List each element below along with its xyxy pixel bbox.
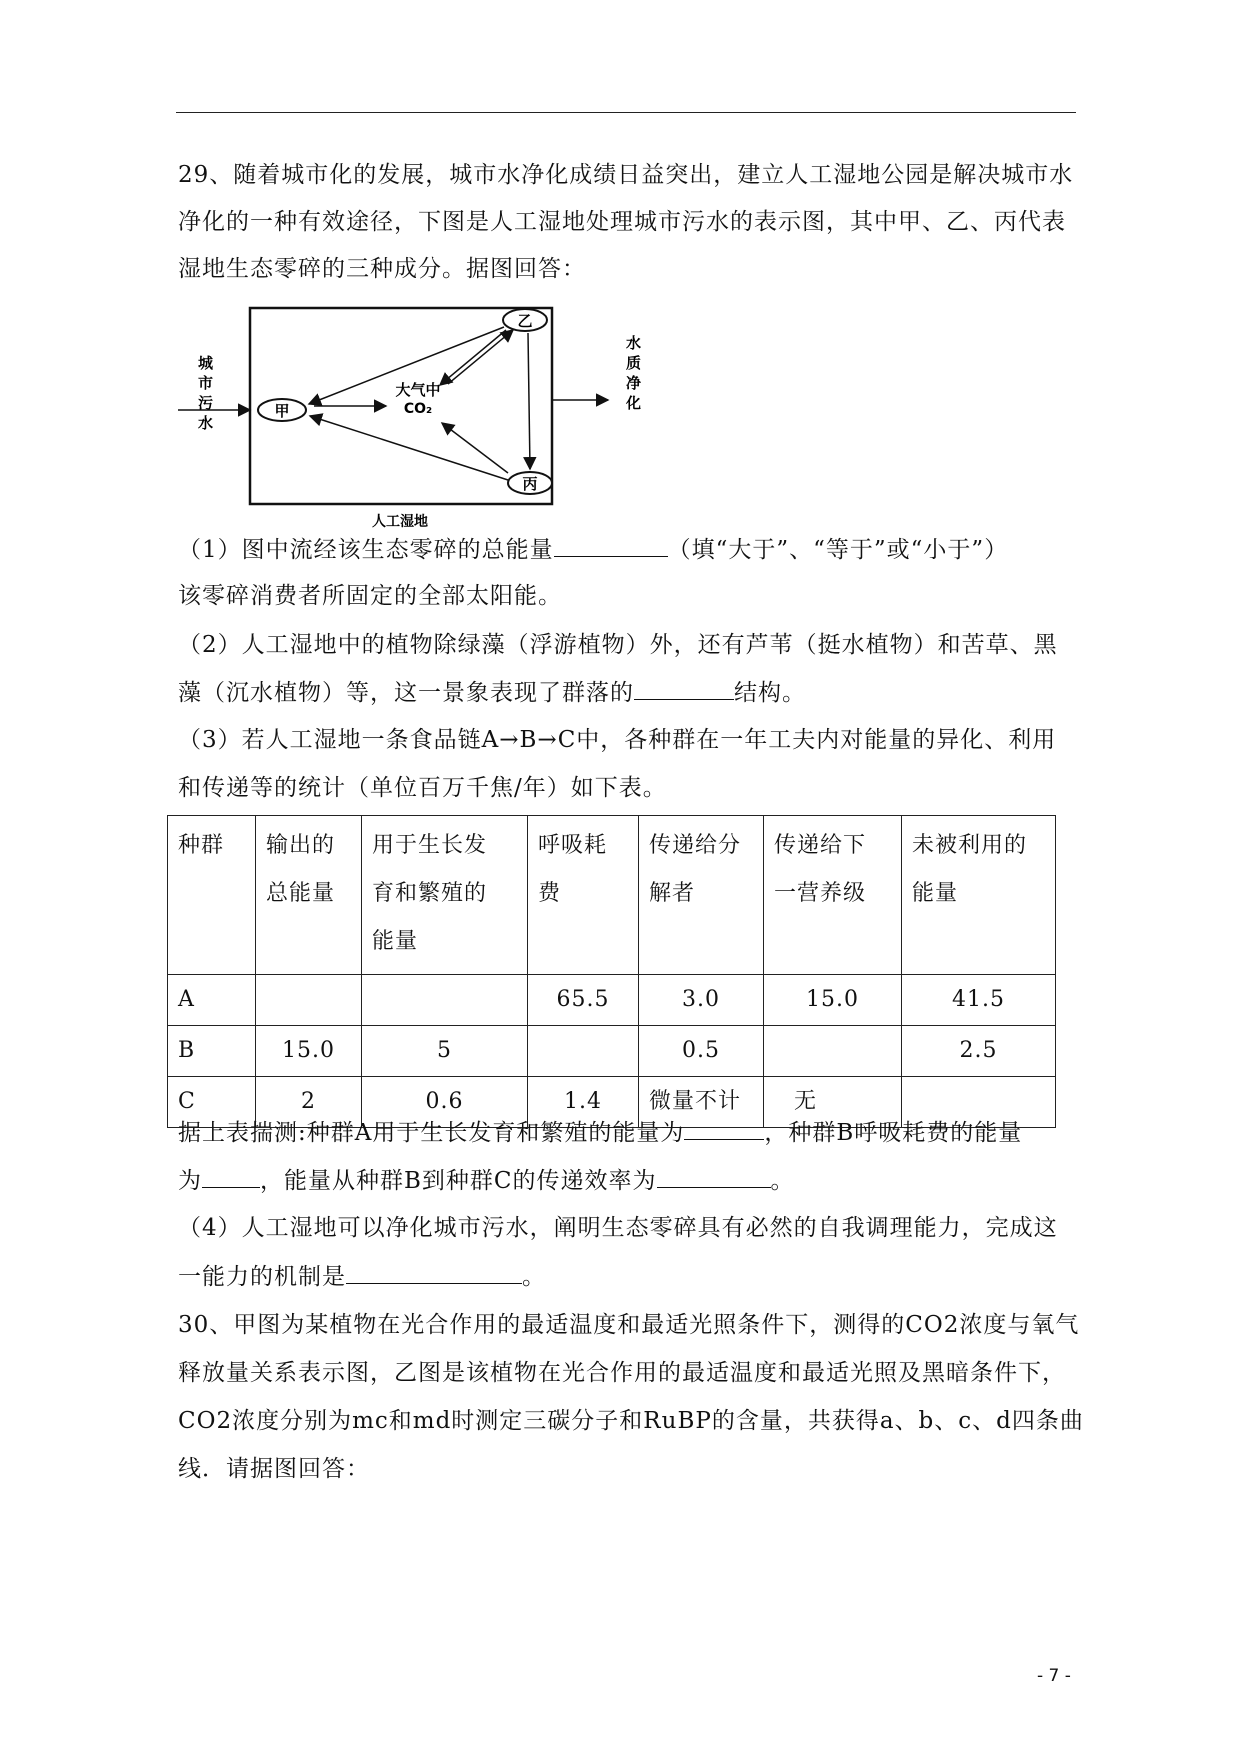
table-header-line: 能量 (372, 929, 419, 954)
part4-text-b: 一能力的机制是 (178, 1264, 346, 1290)
after-text-a: 据上表揣测:种群A用于生长发育和繁殖的能量为 (178, 1120, 685, 1146)
wetland-diagram (168, 300, 648, 530)
output-label-3: 净 (626, 374, 642, 392)
table-cell: 0.5 (639, 1026, 764, 1077)
table-header-cell (639, 816, 764, 975)
answer-blank-2[interactable] (634, 677, 734, 700)
q29-part4-line-2 (178, 1261, 546, 1292)
q29-part3-line-1: （3）若人工湿地一条食品链A→B→C中，各种群在一年工夫内对能量的异化、利用 (178, 727, 1057, 753)
input-label-4: 水 (198, 414, 214, 432)
q29-after-table-line-2 (178, 1165, 795, 1196)
table-header-cell (362, 816, 528, 975)
part1-text-b: （填“大于”、“等于”或“小于”） (667, 537, 1009, 563)
arrow-bing-co2 (442, 423, 508, 473)
answer-blank-5[interactable] (657, 1165, 771, 1188)
table-header-line: 一营养级 (774, 881, 867, 906)
table-header-cell (528, 816, 639, 975)
arrow-bing-jia (310, 416, 508, 480)
table-row (168, 975, 1056, 1026)
output-label-4: 化 (626, 394, 642, 412)
table-header-cell (256, 816, 362, 975)
part2-text-c: 结构。 (734, 680, 806, 706)
page-number: - 7 - (1037, 1666, 1071, 1686)
node-bing-label: 丙 (522, 475, 538, 493)
table-header-line: 总能量 (266, 881, 336, 906)
q30-line-2: 释放量关系表示图，乙图是该植物在光合作用的最适温度和最适光照及黑暗条件下， (178, 1360, 1066, 1386)
input-label-2: 市 (198, 374, 214, 392)
part4-text-c: 。 (522, 1264, 546, 1290)
table-cell: 15.0 (256, 1026, 362, 1077)
table-cell (528, 1026, 639, 1077)
q29-part2-line-2 (178, 677, 806, 708)
table-header-line: 用于生长发 (372, 833, 488, 858)
after-text-b: ，种群B呼吸耗费的能量 (764, 1120, 1023, 1146)
table-header-line: 未被利用的 (912, 833, 1028, 858)
q29-line-3: 湿地生态零碎的三种成分。据图回答： (178, 256, 586, 282)
q29-part3-line-2: 和传递等的统计（单位百万千焦/年）如下表。 (178, 775, 667, 801)
q30-line-1: 30、甲图为某植物在光合作用的最适温度和最适光照条件下，测得的CO2浓度与氧气 (178, 1312, 1080, 1338)
diagram-caption: 人工湿地 (372, 514, 428, 530)
q29-line-2: 净化的一种有效途径，下图是人工湿地处理城市污水的表示图，其中甲、乙、丙代表 (178, 209, 1066, 235)
table-header-cell (764, 816, 902, 975)
table-header-row (168, 816, 1056, 975)
table-row (168, 1026, 1056, 1077)
table-cell: C (168, 1077, 256, 1128)
arrow-yi-co2 (440, 330, 506, 385)
q29-part4-line-1: （4）人工湿地可以净化城市污水，阐明生态零碎具有必然的自我调理能力，完成这 (178, 1215, 1058, 1241)
answer-blank-6[interactable] (346, 1261, 522, 1284)
arrow-yi-bing (528, 333, 530, 469)
table-header-line: 费 (538, 881, 562, 906)
table-header-line: 育和繁殖的 (372, 881, 488, 906)
header-rule (176, 112, 1076, 113)
table-cell: 5 (362, 1026, 528, 1077)
table-cell (362, 975, 528, 1026)
q30-line-3: CO2浓度分别为mc和md时测定三碳分子和RuBP的含量，共获得a、b、c、d四条曲 (178, 1408, 1084, 1434)
q30-line-4: 线．请据图回答： (178, 1456, 370, 1482)
table-header-line: 解者 (649, 881, 696, 906)
table-header-line: 输出的 (266, 833, 336, 858)
table-cell: 3.0 (639, 975, 764, 1026)
q29-part2-line-1: （2）人工湿地中的植物除绿藻（浮游植物）外，还有芦苇（挺水植物）和苦草、黑 (178, 632, 1058, 658)
table-header-line: 传递给下 (774, 833, 867, 858)
answer-blank-3[interactable] (684, 1117, 764, 1140)
after-text-d: ，能量从种群B到种群C的传递效率为 (260, 1168, 657, 1194)
table-cell: 2.5 (902, 1026, 1056, 1077)
output-label-2: 质 (626, 354, 642, 372)
energy-table (167, 815, 1056, 1128)
after-text-e: 。 (770, 1168, 795, 1194)
node-jia-label: 甲 (274, 402, 290, 420)
table-header-line: 呼吸耗 (538, 833, 608, 858)
node-yi-label: 乙 (517, 312, 533, 330)
q29-part1-line-2: 该零碎消费者所固定的全部太阳能。 (178, 583, 562, 609)
table-cell: 2 (256, 1077, 362, 1128)
center-label-1: 大气中 (395, 381, 441, 399)
part1-text-a: （1）图中流经该生态零碎的总能量 (178, 537, 554, 563)
q29-part1-line-1 (178, 534, 1008, 565)
part2-text-b: 藻（沉水植物）等，这一景象表现了群落的 (178, 680, 634, 706)
q29-line-1: 29、随着城市化的发展，城市水净化成绩日益突出，建立人工湿地公园是解决城市水 (178, 162, 1074, 188)
arrow-co2-yi (448, 330, 513, 384)
table-cell: B (168, 1026, 256, 1077)
table-header-line: 种群 (178, 833, 225, 858)
input-label-3: 污 (198, 394, 214, 412)
table-header-line: 能量 (912, 881, 959, 906)
table-cell: 无 (764, 1077, 902, 1128)
table-cell: 15.0 (764, 975, 902, 1026)
table-cell: 0.6 (362, 1077, 528, 1128)
table-cell (256, 975, 362, 1026)
output-label-1: 水 (626, 334, 642, 352)
table-cell: 41.5 (902, 975, 1056, 1026)
table-header-cell (168, 816, 256, 975)
table-cell: 65.5 (528, 975, 639, 1026)
table-header-cell (902, 816, 1056, 975)
table-cell: 微量不计 (639, 1077, 764, 1128)
answer-blank-4[interactable] (202, 1165, 260, 1188)
table-cell (764, 1026, 902, 1077)
q29-after-table-line-1 (178, 1117, 1022, 1148)
after-text-c: 为 (178, 1168, 202, 1194)
table-header-line: 传递给分 (649, 833, 742, 858)
center-label-2: CO₂ (403, 401, 433, 417)
input-label-1: 城 (198, 354, 214, 372)
answer-blank-1[interactable] (554, 534, 668, 557)
table-cell: A (168, 975, 256, 1026)
table-cell: 1.4 (528, 1077, 639, 1128)
